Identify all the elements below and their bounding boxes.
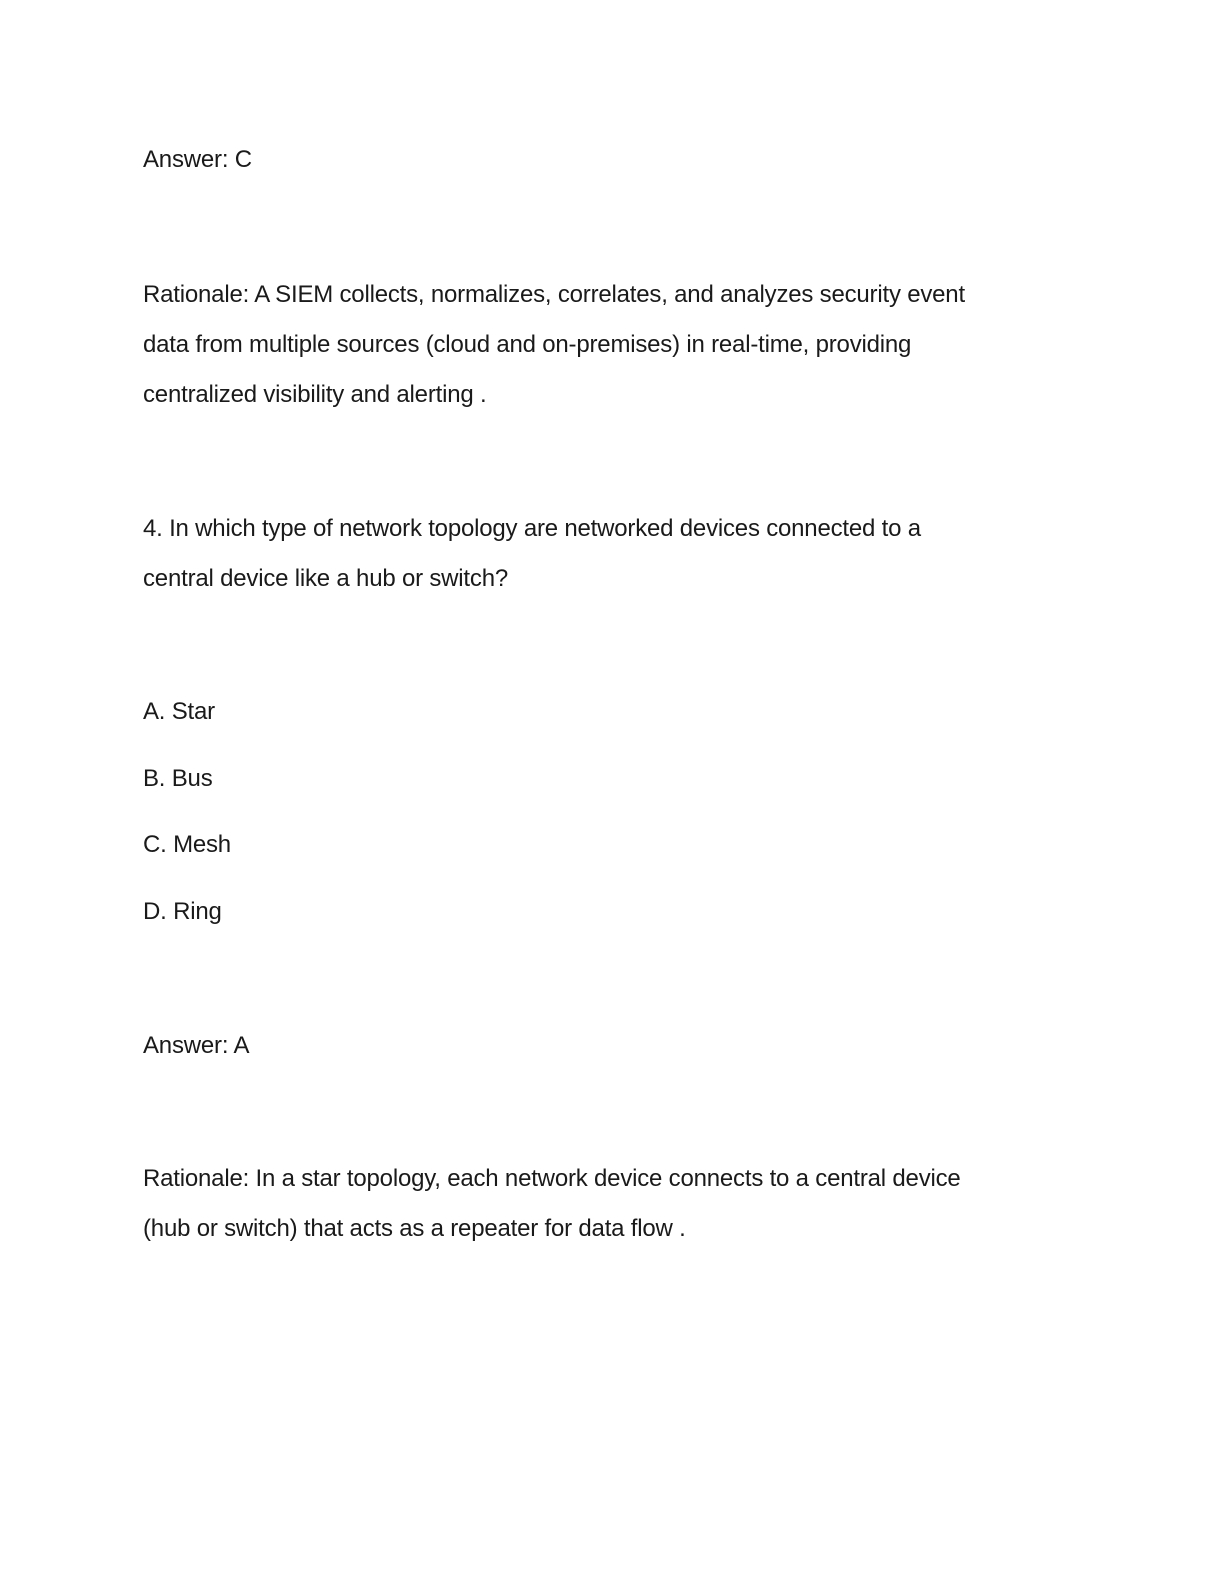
rationale-4-line-2: (hub or switch) that acts as a repeater for data flow . [143, 1215, 686, 1242]
option-a: A. Star [143, 698, 215, 725]
rationale-4-line-1: Rationale: In a star topology, each network device connects to a central device [143, 1165, 961, 1192]
question-4-stem-line-2: central device like a hub or switch? [143, 565, 508, 592]
question-4-stem-line-1: 4. In which type of network topology are networked devices connected to a [143, 515, 921, 542]
option-d: D. Ring [143, 898, 222, 925]
answer-4: Answer: A [143, 1032, 250, 1059]
rationale-3-line-3: centralized visibility and alerting . [143, 381, 487, 408]
rationale-3-line-1: Rationale: A SIEM collects, normalizes, correlates, and analyzes security event [143, 281, 965, 308]
rationale-3-line-2: data from multiple sources (cloud and on-premises) in real-time, providing [143, 331, 912, 358]
option-b: B. Bus [143, 765, 213, 792]
answer-3: Answer: C [143, 146, 252, 173]
option-c: C. Mesh [143, 831, 231, 858]
